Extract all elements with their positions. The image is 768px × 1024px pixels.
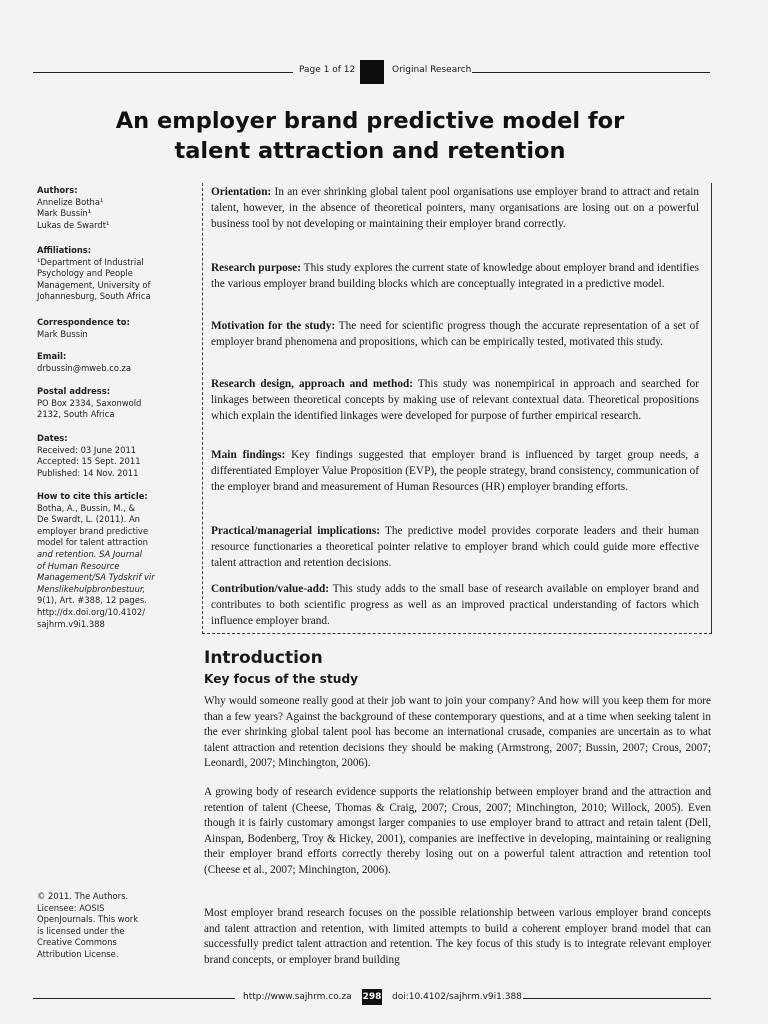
abstract-heading: Orientation:	[211, 186, 272, 198]
abstract-orientation	[211, 185, 699, 232]
header-rule-left	[33, 72, 293, 73]
header-page-info: Page 1 of 12	[299, 65, 356, 75]
footer-rule-right	[523, 998, 711, 999]
affiliation-line: Psychology and People	[37, 268, 133, 279]
email-label: Email:	[37, 351, 67, 361]
abstract-heading: Research purpose:	[211, 262, 301, 274]
date-line: Published: 14 Nov. 2011	[37, 467, 139, 478]
dates-label: Dates:	[37, 433, 68, 443]
license-line: is licensed under the	[37, 925, 125, 936]
cite-line: 9(1), Art. #388, 12 pages.	[37, 595, 147, 606]
body-paragraph: Most employer brand research focuses on the possible relationship between various employer brand concepts and talent attraction and retention, with limited attempts to build a coherent employer brand model that can successfully predict talent attraction and retention. The key focus of this study is to integrate relevant employer brand concepts, or employer brand building	[204, 907, 711, 966]
affiliation-line: Management, University of	[37, 279, 151, 290]
cite-line: and retention. SA Journal	[37, 548, 142, 559]
email-address: drbussin@mweb.co.za	[37, 362, 132, 373]
footer-doi[interactable]: doi:10.4102/sajhrm.v9i1.388	[392, 992, 522, 1002]
cite-line: Botha, A., Bussin, M., &	[37, 502, 135, 513]
postal-label: Postal address:	[37, 386, 111, 396]
cite-label: How to cite this article:	[37, 491, 148, 501]
body-paragraph: A growing body of research evidence supports the relationship between employer brand and the attraction and retention of talent (Cheese, Thomas & Craig, 2007; Crous, 2007; Minchington, 2010; Willock, 2005). Even though it is fairly customary amongst larger companies to use employer brand to attract and retain talent (Dell, Ainspan, Bodenberg, Troy & Hickey, 2001), companies are ineffective in developing, maintaining or realigning their employer brand efforts correctly thereby losing out on a powerful talent attraction and retention tool (Cheese et al., 2007; Minchington, 2006).	[204, 786, 711, 876]
abstract-research-design	[211, 377, 699, 424]
abstract-research-purpose	[211, 261, 699, 293]
sidebar-affiliations	[37, 245, 187, 303]
cite-line: model for talent attraction	[37, 537, 148, 548]
date-line: Received: 03 June 2011	[37, 444, 137, 455]
page-number-badge: 298	[362, 989, 382, 1005]
abstract-heading: Main findings:	[211, 449, 286, 461]
sidebar-citation	[37, 491, 187, 630]
postal-line: PO Box 2334, Saxonwold	[37, 397, 142, 408]
postal-line: 2132, South Africa	[37, 409, 115, 420]
cite-link[interactable]: sajhrm.v9i1.388	[37, 618, 105, 629]
author-name: Mark Bussin¹	[37, 208, 92, 219]
abstract-text: This study was nonempirical in approach and searched for linkages between theoretical concepts by making use of relevant contextual data. Theoretical propositions which explain the identified linkages were developed for purpose of further empirical research.	[211, 378, 699, 422]
affiliations-label: Affiliations:	[37, 245, 92, 255]
affiliation-line: Johannesburg, South Africa	[37, 291, 151, 302]
author-name: Lukas de Swardt¹	[37, 219, 110, 230]
abstract-text: This study explores the current state of knowledge about employer brand and identifies the various employer brand building blocks which are conceptually integrated in a predictive model.	[211, 262, 699, 290]
sidebar-correspondence	[37, 317, 187, 340]
cite-line: Management/SA Tydskrif vir	[37, 572, 155, 583]
correspondence-name: Mark Bussin	[37, 328, 88, 339]
abstract-text: Key findings suggested that employer brand is influenced by target group needs, a differentiated Employer Value Proposition (EVP), the people strategy, brand consistency, communication of the employer brand and measurement of Human Resources (HR) employer branding efforts.	[211, 449, 699, 493]
footer-rule-left	[33, 998, 235, 999]
header-block-mark	[360, 60, 384, 84]
license-notice	[37, 891, 162, 961]
cite-line: Menslikehulpbronbestuur,	[37, 583, 146, 594]
cite-link[interactable]: http://dx.doi.org/10.4102/	[37, 606, 146, 617]
license-line: Licensee: AOSIS	[37, 902, 105, 913]
subsection-heading: Key focus of the study	[204, 672, 359, 686]
license-line: Creative Commons	[37, 937, 117, 948]
cite-line: of Human Resource	[37, 560, 120, 571]
affiliation-line: ¹Department of Industrial	[37, 256, 144, 267]
correspondence-label: Correspondence to:	[37, 317, 130, 327]
header-rule-right	[472, 72, 710, 73]
title-line-2: talent attraction and retention	[174, 138, 566, 164]
abstract-main-findings	[211, 448, 699, 495]
cite-line: employer brand predictive	[37, 525, 149, 536]
abstract-practical-implications	[211, 524, 699, 571]
license-line: OpenJournals. This work	[37, 914, 139, 925]
sidebar-authors	[37, 185, 187, 231]
cite-line: De Swardt, L. (2011). An	[37, 514, 140, 525]
abstract-text: The need for scientific progress though the accurate representation of a set of employer brand phenomena and propositions, which can be empirically tested, motivated this study.	[211, 320, 699, 348]
sidebar-postal	[37, 386, 187, 421]
abstract-text: This study adds to the small base of research available on employer brand and contributes to both scientific progress as well as an improved practical understanding of factors which influence employer brand.	[211, 583, 699, 627]
abstract-heading: Research design, approach and method:	[211, 378, 414, 390]
author-name: Annelize Botha¹	[37, 196, 104, 207]
sidebar-email	[37, 351, 187, 374]
date-line: Accepted: 15 Sept. 2011	[37, 456, 141, 467]
authors-label: Authors:	[37, 185, 78, 195]
license-line: Attribution License.	[37, 948, 119, 959]
abstract-text: The predictive model provides corporate leaders and their human resource functionaries a theoretical pointer relative to employer brand which could guide more effective talent attraction and retention decisions.	[211, 525, 699, 569]
license-line: © 2011. The Authors.	[37, 891, 129, 901]
abstract-heading: Motivation for the study:	[211, 320, 336, 332]
header-section: Original Research	[392, 65, 472, 75]
body-paragraph: Why would someone really good at their job want to join your company? And how will you keep them for more than a few years? Against the background of these contemporary questions, and at a time when seeking talent in the ever shrinking global talent pool has become an international crusade, companies are uncertain as to what talent attraction and retention decisions they should be making (Armstrong, 2007; Bussin, 2007; Crous, 2007; Leonardi, 2007; Minchington, 2006).	[204, 695, 711, 769]
abstract-motivation	[211, 319, 699, 351]
abstract-heading: Contribution/value-add:	[211, 583, 330, 595]
sidebar-dates	[37, 433, 187, 479]
paper-title	[60, 106, 680, 166]
footer-url[interactable]: http://www.sajhrm.co.za	[243, 992, 352, 1002]
abstract-contribution	[211, 582, 699, 629]
abstract-text: In an ever shrinking global talent pool organisations use employer brand to attract and retain talent, however, in the absence of theoretical pointers, many organisations are losing out on a powerful business tool by not developing or maintaining their employer brand correctly.	[211, 186, 699, 230]
title-line-1: An employer brand predictive model for	[115, 108, 625, 134]
section-heading: Introduction	[204, 648, 323, 668]
abstract-heading: Practical/managerial implications:	[211, 525, 380, 537]
